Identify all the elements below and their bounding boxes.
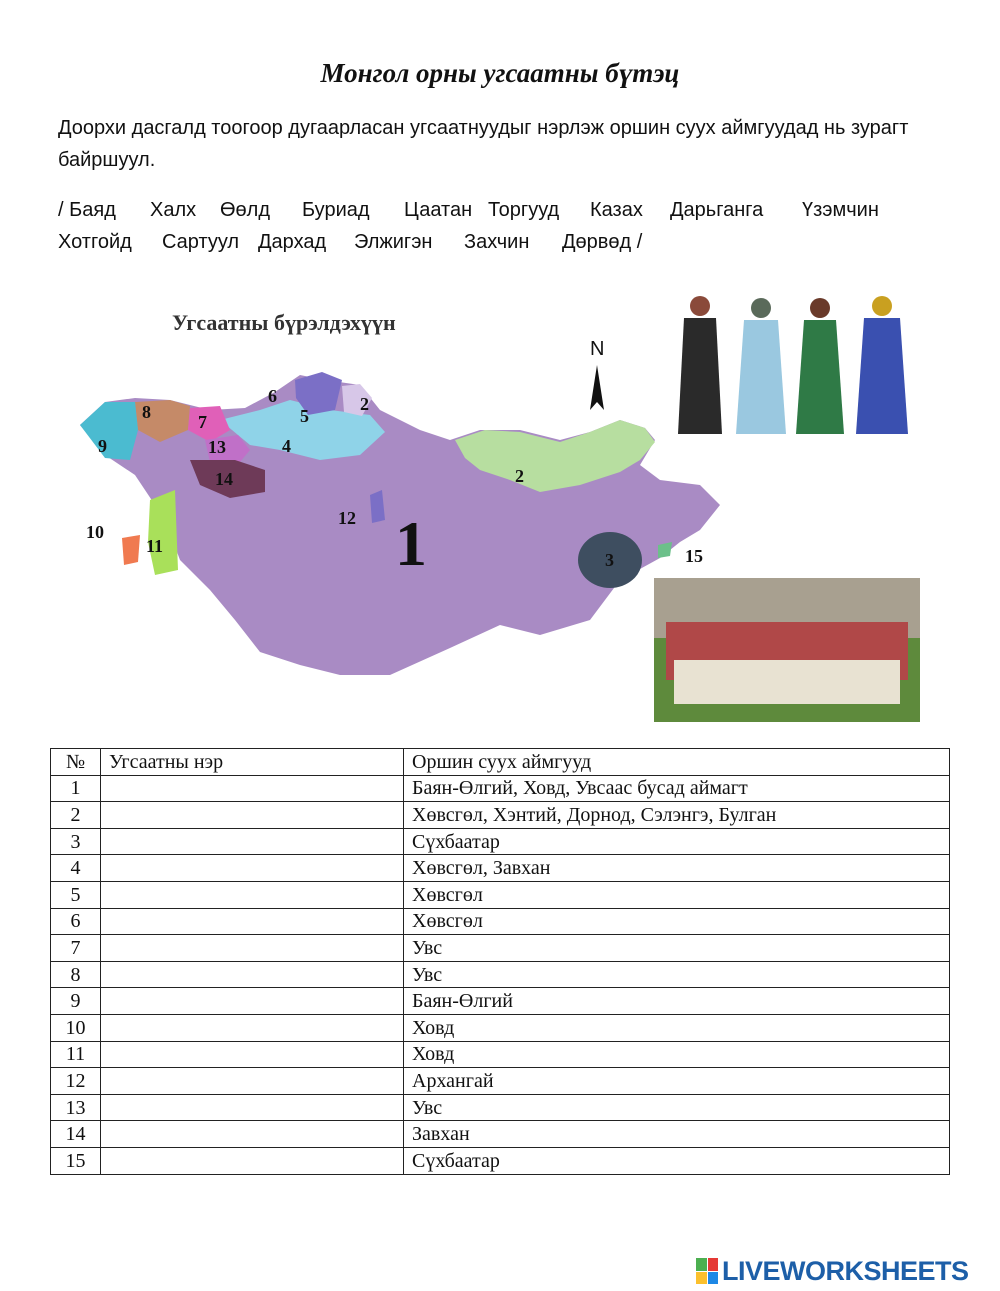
name-answer-cell[interactable] [101, 855, 404, 882]
map-label-3: 3 [605, 550, 614, 570]
map-label-8: 8 [142, 402, 151, 422]
north-label: N [590, 338, 605, 360]
word-item: Хотгойд [58, 231, 132, 253]
name-answer-cell[interactable] [101, 1014, 404, 1041]
table-row [51, 775, 950, 802]
region-cell: Увс [404, 1094, 950, 1121]
region-cell: Баян-Өлгий [404, 988, 950, 1015]
word-item: Сартуул [162, 231, 240, 253]
word-item: Элжигэн [354, 231, 433, 253]
table-row [51, 988, 950, 1015]
map-label-13: 13 [208, 437, 226, 457]
table-row [51, 881, 950, 908]
region-cell: Хөвсгөл, Завхан [404, 855, 950, 882]
north-arrow [590, 338, 604, 410]
costume-photo-image [668, 284, 930, 450]
word-item: Халх [150, 199, 197, 221]
region-cell: Увс [404, 961, 950, 988]
word-item: Буриад [302, 199, 370, 221]
map-label-4: 4 [282, 436, 291, 456]
region-11 [148, 490, 178, 575]
word-item: Өөлд [220, 199, 271, 221]
table-row [51, 855, 950, 882]
row-number: 5 [51, 881, 101, 908]
table-row [51, 1147, 950, 1174]
row-number: 7 [51, 935, 101, 962]
logo-text: LIVEWORKSHEETS [722, 1255, 969, 1286]
group-photo-image [654, 578, 920, 722]
page-title: Монгол орны угсаатны бүтэц [320, 58, 680, 88]
name-answer-cell[interactable] [101, 1041, 404, 1068]
map-label-10: 10 [86, 522, 104, 542]
word-item: Цаатан [404, 199, 473, 221]
map-label-12: 12 [338, 508, 356, 528]
name-answer-cell[interactable] [101, 1094, 404, 1121]
table-row [51, 908, 950, 935]
name-answer-cell[interactable] [101, 935, 404, 962]
table-row [51, 802, 950, 829]
row-number: 1 [51, 775, 101, 802]
region-cell: Архангай [404, 1068, 950, 1095]
name-answer-cell[interactable] [101, 775, 404, 802]
row-number: 10 [51, 1014, 101, 1041]
region-cell: Ховд [404, 1041, 950, 1068]
word-bank-open: / Баяд [58, 199, 116, 221]
region-cell: Хөвсгөл [404, 908, 950, 935]
map-label-2b: 2 [360, 394, 369, 414]
name-answer-cell[interactable] [101, 828, 404, 855]
col-header-number: № [51, 749, 101, 776]
row-number: 9 [51, 988, 101, 1015]
map-label-5: 5 [300, 406, 309, 426]
region-10 [122, 535, 140, 565]
row-number: 3 [51, 828, 101, 855]
name-answer-cell[interactable] [101, 1147, 404, 1174]
region-cell: Сүхбаатар [404, 828, 950, 855]
name-answer-cell[interactable] [101, 908, 404, 935]
name-answer-cell[interactable] [101, 961, 404, 988]
col-header-name: Угсаатны нэр [101, 749, 404, 776]
row-number: 11 [51, 1041, 101, 1068]
row-number: 4 [51, 855, 101, 882]
row-number: 13 [51, 1094, 101, 1121]
region-cell: Хөвсгөл [404, 881, 950, 908]
map-label-14: 14 [215, 469, 233, 489]
word-item: Дарьганга [670, 199, 764, 221]
row-number: 2 [51, 802, 101, 829]
name-answer-cell[interactable] [101, 1121, 404, 1148]
row-number: 14 [51, 1121, 101, 1148]
region-cell: Завхан [404, 1121, 950, 1148]
name-answer-cell[interactable] [101, 1068, 404, 1095]
table-row [51, 1068, 950, 1095]
word-item: Дархад [258, 231, 327, 253]
row-number: 6 [51, 908, 101, 935]
word-item: Казах [590, 199, 643, 221]
logo-icon [696, 1258, 718, 1284]
table-row [51, 1121, 950, 1148]
map-label-2: 2 [515, 466, 524, 486]
map-label-9: 9 [98, 436, 107, 456]
word-item: Захчин [464, 231, 530, 253]
table-row [51, 1014, 950, 1041]
liveworksheets-logo [696, 1256, 969, 1286]
word-bank-close: Дөрвөд / [562, 231, 643, 253]
row-number: 12 [51, 1068, 101, 1095]
table-row [51, 935, 950, 962]
name-answer-cell[interactable] [101, 881, 404, 908]
ethnic-table [50, 748, 950, 1175]
word-item: Торгууд [488, 199, 560, 221]
region-cell: Сүхбаатар [404, 1147, 950, 1174]
region-cell: Ховд [404, 1014, 950, 1041]
map-label-11: 11 [146, 536, 164, 556]
map-title: Угсаатны бүрэлдэхүүн [172, 310, 396, 335]
map-label-1: 1 [395, 508, 427, 579]
map-label-15: 15 [685, 546, 703, 566]
row-number: 8 [51, 961, 101, 988]
table-row [51, 1041, 950, 1068]
region-cell: Хөвсгөл, Хэнтий, Дорнод, Сэлэнгэ, Булган [404, 802, 950, 829]
map-label-7: 7 [198, 412, 207, 432]
region-cell: Увс [404, 935, 950, 962]
map-label-6: 6 [268, 386, 277, 406]
name-answer-cell[interactable] [101, 988, 404, 1015]
word-item: Үзэмчин [802, 199, 879, 221]
region-9 [80, 402, 138, 460]
name-answer-cell[interactable] [101, 802, 404, 829]
table-header-row [51, 749, 950, 776]
instructions: Доорхи дасгалд тоогоор дугаарласан угсаатнуудыг нэрлэж оршин суух аймгуудад нь зурагт байршуул. [58, 117, 909, 171]
table-row [51, 1094, 950, 1121]
table-row [51, 961, 950, 988]
col-header-region: Оршин суух аймгууд [404, 749, 950, 776]
table-row [51, 828, 950, 855]
region-cell: Баян-Өлгий, Ховд, Увсаас бусад аймагт [404, 775, 950, 802]
row-number: 15 [51, 1147, 101, 1174]
